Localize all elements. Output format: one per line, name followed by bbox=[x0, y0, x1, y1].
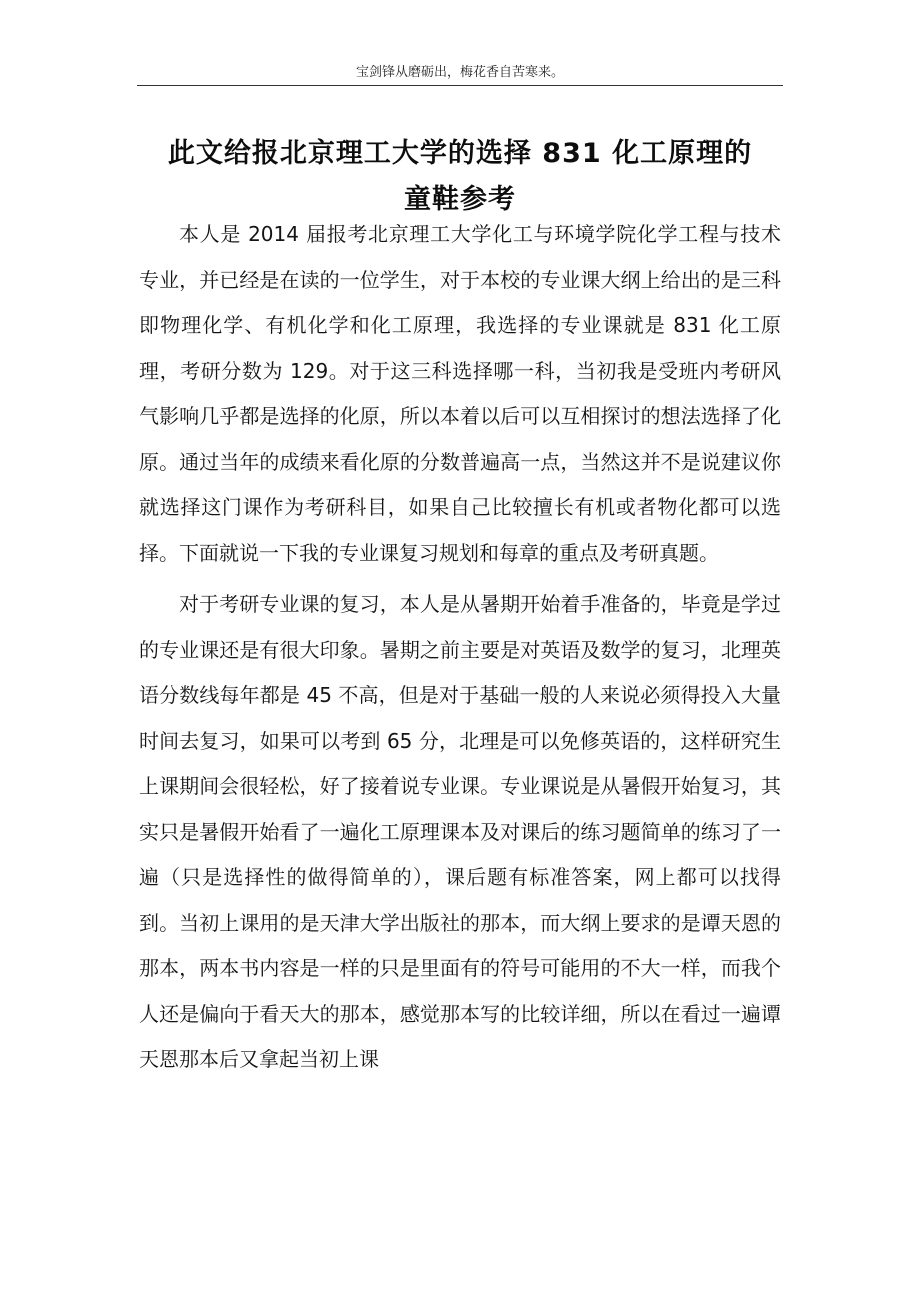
document-body bbox=[139, 212, 781, 1083]
page-header-motto: 宝剑锋从磨砺出，梅花香自苦寒来。 bbox=[355, 65, 564, 80]
header-divider bbox=[137, 85, 783, 86]
title-line-1: 此文给报北京理工大学的选择 831 化工原理的 bbox=[167, 138, 753, 170]
paragraph: 对于考研专业课的复习，本人是从暑期开始着手准备的，毕竟是学过的专业课还是有很大印象。暑期之前主要是对英语及数学的复习，北理英语分数线每年都是 45 不高，但是对于基础一般的人来说必须得投入大量时间去复习，如果可以考到 65 分，北理是可以免修英语的，这样研究生上课期间会很轻松，好了接着说专业课。专业课说是从暑假开始复习，其实只是暑假开始看了一遍化工原理课本及对课后的练习题简单的练习了一遍（只是选择性的做得简单的），课后题有标准答案，网上都可以找得到。当初上课用的是天津大学出版社的那本，而大纲上要求的是谭天恩的那本，两本书内容是一样的只是里面有的符号可能用的不大一样，而我个人还是偏向于看天大的那本，感觉那本写的比较详细，所以在看过一遍谭天恩那本后又拿起当初上课 bbox=[139, 592, 781, 1071]
document-title bbox=[137, 131, 783, 223]
paragraph: 本人是 2014 届报考北京理工大学化工与环境学院化学工程与技术专业，并已经是在读的一位学生，对于本校的专业课大纲上给出的是三科即物理化学、有机化学和化工原理，我选择的专业课就是 831 化工原理，考研分数为 129。对于这三科选择哪一科，当初我是受班内考研风气影响几乎都是选择的化原，所以本着以后可以互相探讨的想法选择了化原。通过当年的成绩来看化原的分数普遍高一点，当然这并不是说建议你就选择这门课作为考研科目，如果自己比较擅长有机或者物化都可以选择。下面就说一下我的专业课复习规划和每章的重点及考研真题。 bbox=[139, 222, 781, 565]
title-line-2: 童鞋参考 bbox=[404, 184, 516, 216]
